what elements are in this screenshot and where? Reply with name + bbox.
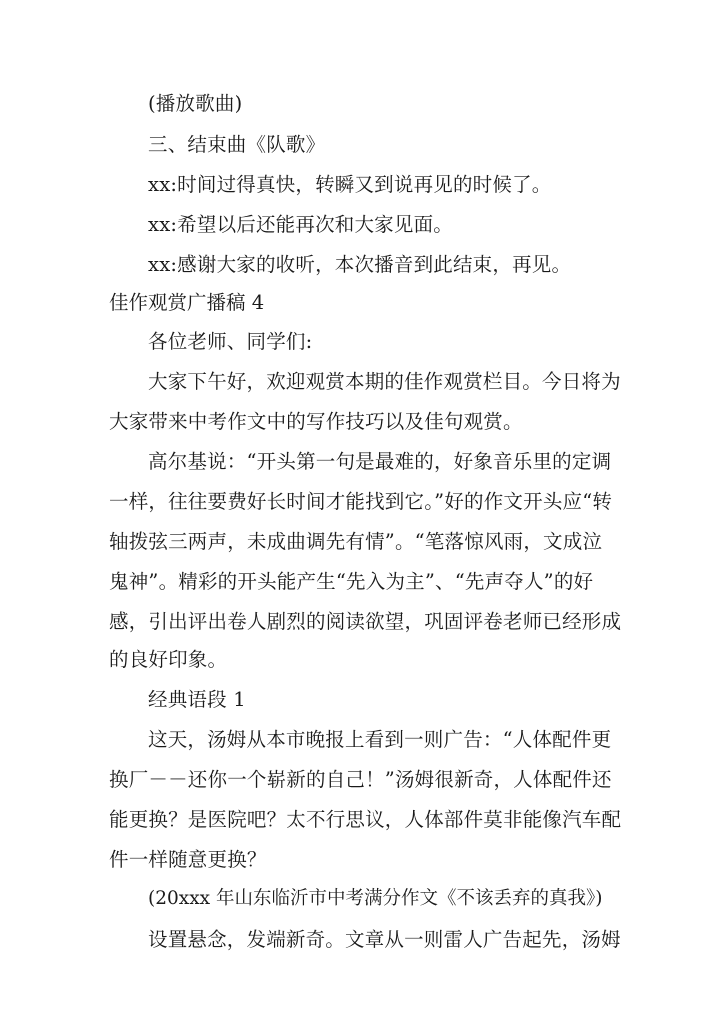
text-line-welcome: 大家下午好，欢迎观赏本期的佳作观赏栏目。今日将为 (148, 370, 621, 393)
text-line-gorky-4: 鬼神”。精彩的开头能产生“先入为主”、“先声夺人”的好 (109, 570, 594, 593)
text-line-greeting: 各位老师、同学们: (148, 330, 313, 353)
text-line-hope-meet: xx:希望以后还能再次和大家见面。 (148, 213, 453, 236)
text-line-suspense: 设置悬念，发端新奇。文章从一则雷人广告起先，汤姆 (148, 928, 621, 951)
section-heading-broadcast-4: 佳作观赏广播稿 4 (109, 291, 265, 314)
text-line-gorky-6: 的良好印象。 (109, 648, 228, 671)
text-line-tom-2: 换厂－－还你一个崭新的自己！”汤姆很新奇，人体配件还 (109, 768, 612, 791)
text-line-gorky-1: 高尔基说：“开头第一句是最难的，好象音乐里的定调 (148, 450, 612, 473)
text-line-play-song: (播放歌曲) (148, 92, 243, 115)
text-line-gorky-3: 轴拨弦三两声，未成曲调先有情”。“笔落惊风雨，文成泣 (109, 530, 603, 553)
text-line-tom-4: 件一样随意更换？ (109, 848, 267, 871)
text-line-closing-song: 三、结束曲《队歌》 (148, 133, 326, 156)
text-line-tom-1: 这天，汤姆从本市晚报上看到一则广告：“人体配件更 (148, 728, 612, 751)
section-heading-classic-1: 经典语段 1 (148, 688, 246, 711)
text-line-tom-3: 能更换？是医院吧？太不行思议，人体部件莫非能像汽车配 (109, 808, 622, 831)
text-line-thanks: xx:感谢大家的收听，本次播音到此结束，再见。 (148, 253, 572, 276)
text-line-time-flies: xx:时间过得真快，转瞬又到说再见的时候了。 (148, 173, 552, 196)
text-line-source: (20xxx 年山东临沂市中考满分作文《不该丢弃的真我》) (148, 888, 603, 909)
text-line-welcome-cont: 大家带来中考作文中的写作技巧以及佳句观赏。 (109, 410, 523, 433)
text-line-gorky-2: 一样，往往要费好长时间才能找到它。”好的作文开头应“转 (109, 490, 613, 513)
text-line-gorky-5: 感，引出评出卷人剧烈的阅读欲望，巩固评卷老师已经形成 (109, 610, 622, 633)
